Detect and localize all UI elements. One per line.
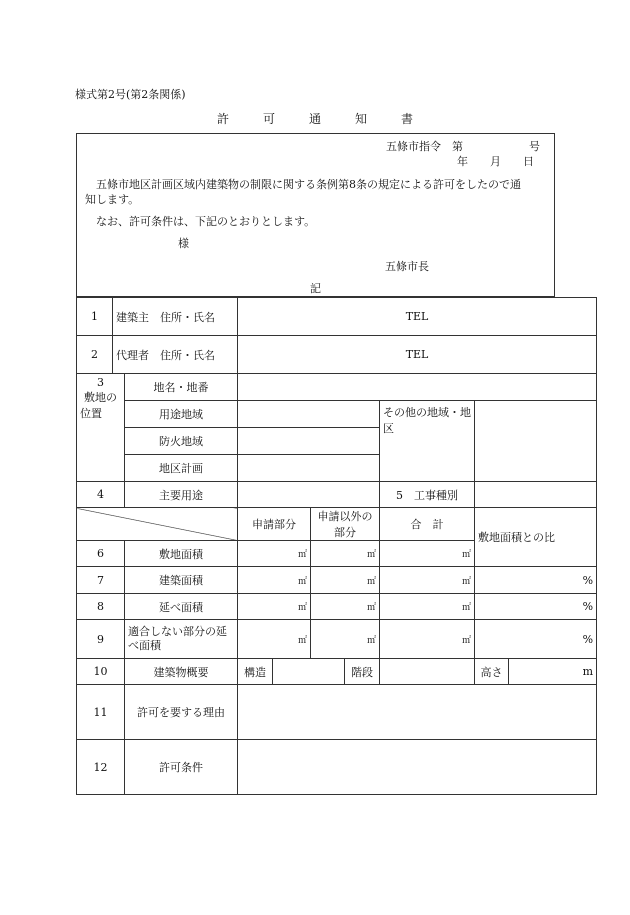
row-use [77,482,597,508]
height-field[interactable]: m [509,659,597,685]
fire-district-field[interactable] [238,428,380,455]
agent-label: 代理者 住所・氏名 [113,336,238,374]
form-id: 様式第2号(第2条関係) [75,88,186,101]
site-area-other[interactable]: ㎡ [311,541,380,567]
row-number: 1 [77,298,113,336]
row-conditions [77,740,597,795]
row-nonconforming [77,620,597,659]
row-number: 8 [77,594,125,620]
floors-label: 階段 [345,659,380,685]
row-number: 11 [77,685,125,740]
floor-area-total[interactable]: ㎡ [380,594,475,620]
agent-field[interactable] [238,336,597,374]
site-address-label: 地名・地番 [125,374,238,401]
row-reason [77,685,597,740]
building-summary-label: 建築物概要 [125,659,238,685]
other-district-label: その他の地域・地区 [380,401,475,482]
nonconforming-label: 適合しない部分の延べ面積 [125,620,238,659]
fire-district-label: 防火地域 [125,428,238,455]
row-site [77,374,597,401]
use-district-field[interactable] [238,401,380,428]
conditions-field[interactable] [238,740,597,795]
header-other: 申請以外の部分 [311,508,380,541]
permit-table [76,297,597,795]
row-number: 6 [77,541,125,567]
tel-label: TEL [405,348,429,361]
district-plan-field[interactable] [238,455,380,482]
work-type-field[interactable] [475,482,597,508]
area-header-row [77,508,597,541]
height-label: 高さ [475,659,509,685]
nonconforming-other[interactable]: ㎡ [311,620,380,659]
site-area-apply[interactable]: ㎡ [238,541,311,567]
use-district-label: 用途地域 [125,401,238,428]
work-type-label: 5 工事種別 [380,482,475,508]
row-number: 7 [77,567,125,594]
row-number: 10 [77,659,125,685]
header-total: 合 計 [380,508,475,541]
site-address-field[interactable] [238,374,597,401]
body-text-3: なお、許可条件は、下記のとおりとします。 [85,215,316,228]
row-number: 9 [77,620,125,659]
issuer-number: 五條市指令 第 号 [386,140,540,153]
conditions-label: 許可条件 [125,740,238,795]
mayor-name: 五條市長 [385,260,429,273]
tel-label: TEL [405,310,429,323]
nonconforming-apply[interactable]: ㎡ [238,620,311,659]
row-building-summary [77,659,597,685]
floor-area-other[interactable]: ㎡ [311,594,380,620]
reason-label: 許可を要する理由 [125,685,238,740]
floors-field[interactable] [380,659,475,685]
date-line: 年 月 日 [457,155,534,168]
row-number: 4 [77,482,125,508]
nonconforming-total[interactable]: ㎡ [380,620,475,659]
other-district-field[interactable] [475,401,597,482]
row-building-area [77,567,597,594]
structure-field[interactable] [273,659,345,685]
body-text-2: 知します。 [85,193,140,206]
row-number: 2 [77,336,113,374]
honorific: 様 [178,237,189,250]
building-area-other[interactable]: ㎡ [311,567,380,594]
row-agent [77,336,597,374]
notice-header-box [76,133,555,297]
structure-label: 構造 [238,659,273,685]
building-area-total[interactable]: ㎡ [380,567,475,594]
reason-field[interactable] [238,685,597,740]
site-area-total[interactable]: ㎡ [380,541,475,567]
header-apply: 申請部分 [238,508,311,541]
body-text-1: 五條市地区計画区域内建築物の制限に関する条例第8条の規定による許可をしたので通 [85,178,521,191]
diagonal-cell [77,508,238,541]
site-label: 3 敷地の 位置 [77,374,125,482]
floor-area-ratio[interactable]: % [475,594,597,620]
floor-area-apply[interactable]: ㎡ [238,594,311,620]
floor-area-label: 延べ面積 [125,594,238,620]
owner-field[interactable] [238,298,597,336]
row-floor-area [77,594,597,620]
district-plan-label: 地区計画 [125,455,238,482]
main-use-label: 主要用途 [125,482,238,508]
document-title: 許 可 通 知 書 [216,112,414,126]
main-use-field[interactable] [238,482,380,508]
nonconforming-ratio[interactable]: % [475,620,597,659]
header-ratio: 敷地面積との比 [475,508,597,567]
row-owner [77,298,597,336]
building-area-label: 建築面積 [125,567,238,594]
ki-mark: 記 [310,282,321,295]
building-area-ratio[interactable]: % [475,567,597,594]
site-area-label: 敷地面積 [125,541,238,567]
row-number: 12 [77,740,125,795]
building-area-apply[interactable]: ㎡ [238,567,311,594]
owner-label: 建築主 住所・氏名 [113,298,238,336]
